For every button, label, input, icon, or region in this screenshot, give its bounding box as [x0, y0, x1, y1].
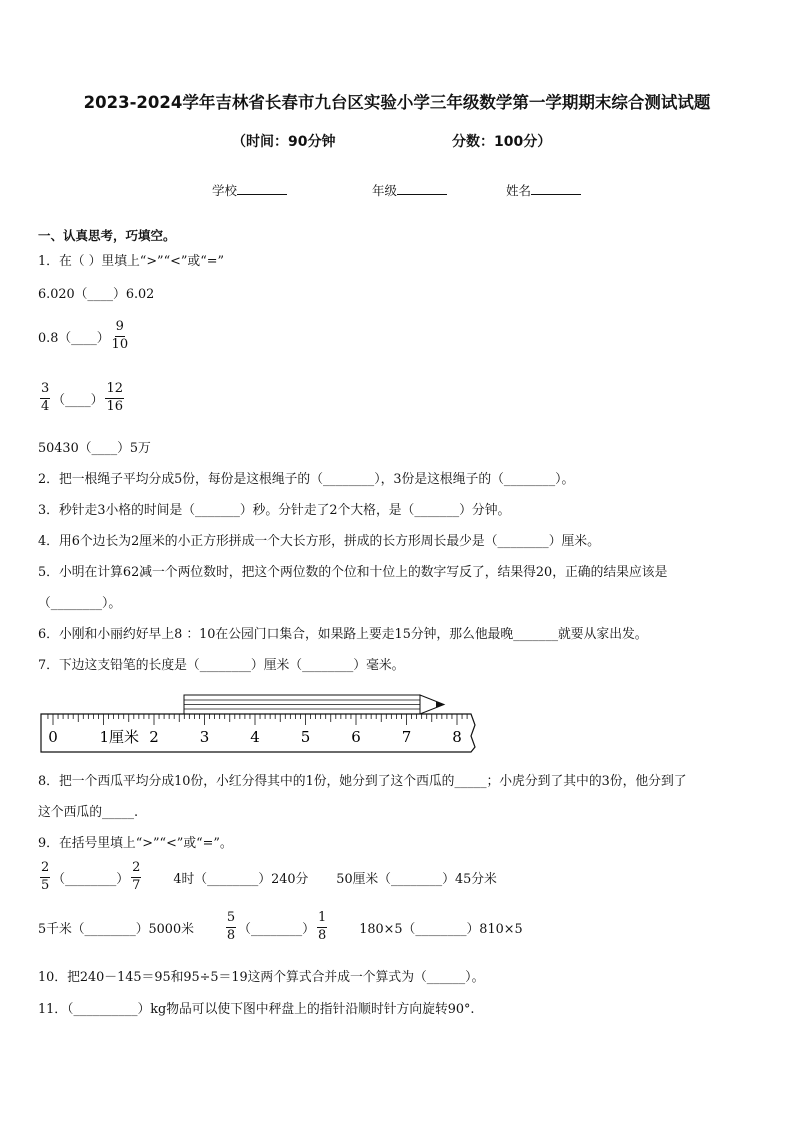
- ruler-label: 4: [250, 728, 260, 746]
- fraction: $\frac{12}{16}$: [106, 380, 124, 414]
- q9-stem: 9．在括号里填上“>”“<”或“=”。: [38, 836, 233, 851]
- exam-score: 分数：100分）: [452, 134, 552, 150]
- grade-field[interactable]: 年级: [372, 181, 447, 199]
- q8-line1[interactable]: 8．把一个西瓜平均分成10份，小红分得其中的1份，她分到了这个西瓜的_____；小虎分到了其中的3份，他分到了: [38, 774, 687, 789]
- q10[interactable]: 10．把240－145＝95和95÷5＝19这两个算式合并成一个算式为（______）。: [38, 970, 485, 985]
- ruler-label: 0: [48, 728, 58, 746]
- q5-line2[interactable]: （________）。: [38, 596, 122, 611]
- section-heading: 一、认真思考，巧填空。: [38, 228, 176, 243]
- q11[interactable]: 11．（__________）kg物品可以使下图中秤盘上的指针沿顺时针方向旋转90°.: [38, 1002, 475, 1017]
- q3[interactable]: 3．秒针走3小格的时间是（_______）秒。分针走了2个大格，是（_______）分钟。: [38, 503, 511, 518]
- q1-c[interactable]: $\frac{3}{4}$ （____） $\frac{12}{16}$: [41, 380, 124, 414]
- q1-stem: 1．在（ ）里填上“>”“<”或“=”: [38, 254, 225, 269]
- q2[interactable]: 2．把一根绳子平均分成5份，每份是这根绳子的（________），3份是这根绳子的（________）。: [38, 472, 575, 487]
- ruler-label: 7: [401, 728, 412, 746]
- q9-row2[interactable]: 5千米（________）5000米 $\frac{5}{8}$ （________） $\frac{1}{8}$ 180×5（________）810×5: [38, 909, 523, 943]
- ruler-label: 6: [351, 728, 361, 746]
- q1-a[interactable]: 6.020（____）6.02: [38, 287, 155, 302]
- fraction: $\frac{2}{5}$: [41, 859, 50, 893]
- q1-b[interactable]: 0.8（____） $\frac{9}{10}$: [38, 318, 129, 352]
- q1-d[interactable]: 50430（____）5万: [38, 441, 151, 456]
- q9-row1[interactable]: $\frac{2}{5}$ （________） $\frac{2}{7}$ 4时（________）240分 50厘米（________）45分米: [41, 859, 497, 893]
- fraction: $\frac{1}{8}$: [317, 909, 327, 943]
- ruler-label: 5: [300, 728, 311, 746]
- page-title: 2023-2024学年吉林省长春市九台区实验小学三年级数学第一学期期末综合测试试题: [83, 93, 711, 112]
- ruler-label: 1厘米: [99, 728, 140, 746]
- q5-line1[interactable]: 5．小明在计算62减一个两位数时，把这个两位数的个位和十位上的数字写反了，结果得20，正确的结果应该是: [38, 565, 668, 580]
- ruler-label: 8: [452, 728, 462, 746]
- ruler-label: 3: [199, 728, 210, 746]
- exam-time: （时间：90分钟: [232, 134, 336, 150]
- ruler-figure: [38, 690, 478, 760]
- fraction: $\frac{5}{8}$: [226, 909, 236, 943]
- fraction: $\frac{9}{10}$: [111, 318, 129, 352]
- fraction: $\frac{2}{7}$: [132, 859, 141, 893]
- ruler-label: 2: [149, 728, 159, 746]
- q8-line2[interactable]: 这个西瓜的_____.: [38, 805, 139, 820]
- q6[interactable]: 6．小刚和小丽约好早上8 ：10在公园门口集合，如果路上要走15分钟，那么他最晚_______就要从家出发。: [38, 627, 648, 642]
- fraction: $\frac{3}{4}$: [41, 380, 50, 414]
- q7[interactable]: 7．下边这支铅笔的长度是（________）厘米（________）毫米。: [38, 658, 405, 673]
- pencil-icon: [184, 695, 444, 714]
- school-field[interactable]: 学校: [212, 181, 287, 199]
- q4[interactable]: 4．用6个边长为2厘米的小正方形拼成一个大长方形，拼成的长方形周长最少是（________）厘米。: [38, 534, 600, 549]
- name-field[interactable]: 姓名: [506, 181, 581, 199]
